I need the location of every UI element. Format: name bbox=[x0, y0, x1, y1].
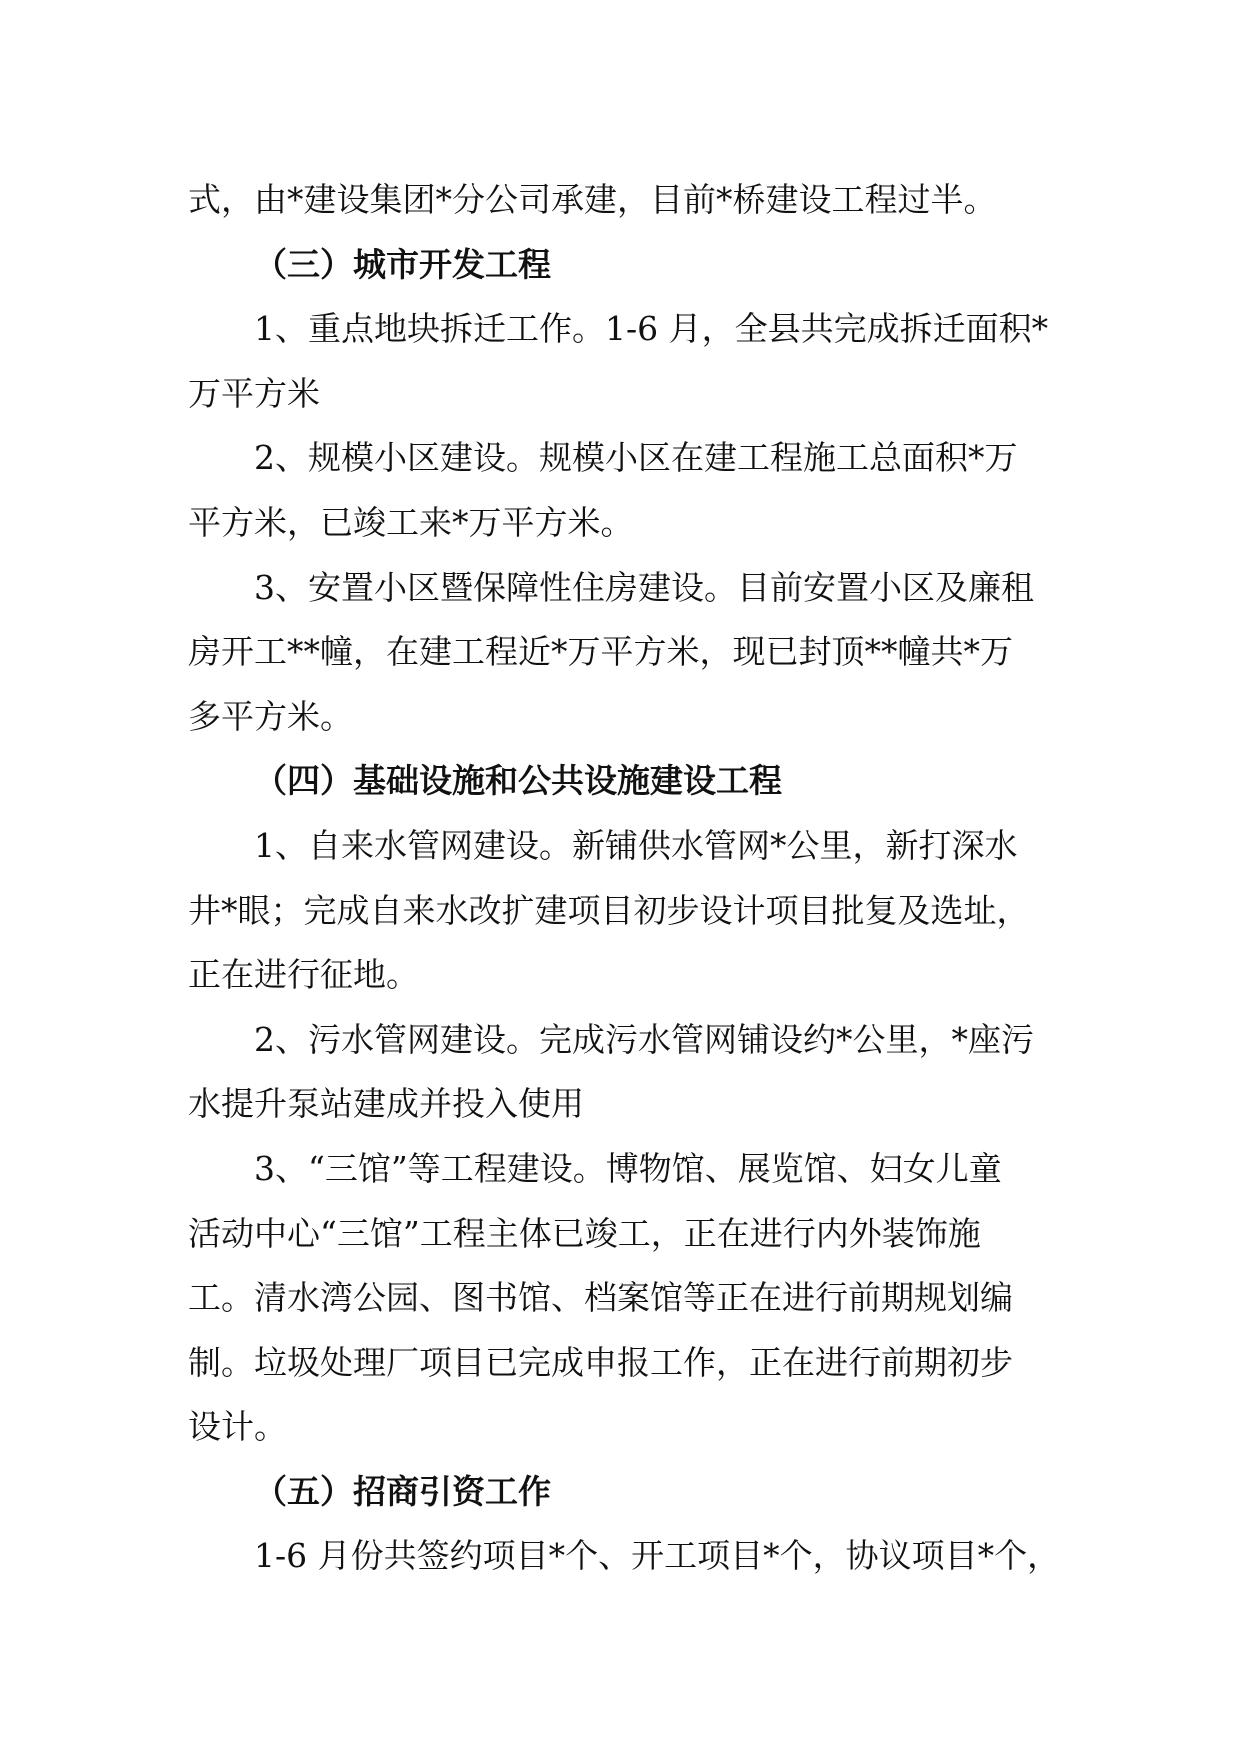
section-heading: （三）城市开发工程 bbox=[254, 244, 551, 284]
section-heading: （五）招商引资工作 bbox=[254, 1471, 551, 1511]
document-page bbox=[188, 168, 1068, 1589]
body-line: 设计。 bbox=[188, 1407, 287, 1447]
paragraph-first-line: 2、规模小区建设。规模小区在建工程施工总面积*万 bbox=[254, 438, 1018, 478]
paragraph-first-line: 1-6 月份共签约项目*个、开工项目*个，协议项目*个， bbox=[254, 1536, 1061, 1576]
body-line: 工。清水湾公园、图书馆、档案馆等正在进行前期规划编 bbox=[188, 1278, 1013, 1318]
paragraph-first-line: 3、“三馆”等工程建设。博物馆、展览馆、妇女儿童 bbox=[254, 1148, 1002, 1188]
body-line: 平方米，已竣工来*万平方米。 bbox=[188, 502, 634, 542]
section-heading: （四）基础设施和公共设施建设工程 bbox=[254, 761, 782, 801]
paragraph-first-line: 3、安置小区暨保障性住房建设。目前安置小区及廉租 bbox=[254, 567, 1034, 607]
body-line: 井*眼；完成自来水改扩建项目初步设计项目批复及选址， bbox=[188, 890, 1030, 930]
paragraph-first-line: 1、自来水管网建设。新铺供水管网*公里，新打深水 bbox=[254, 825, 1018, 865]
body-line: 制。垃圾处理厂项目已完成申报工作，正在进行前期初步 bbox=[188, 1342, 1013, 1382]
body-line: 式，由*建设集团*分公司承建，目前*桥建设工程过半。 bbox=[188, 180, 997, 219]
body-line: 活动中心“三馆”工程主体已竣工，正在进行内外装饰施 bbox=[188, 1213, 981, 1253]
body-line: 多平方米。 bbox=[188, 696, 353, 736]
body-line: 水提升泵站建成并投入使用 bbox=[188, 1084, 584, 1124]
paragraph-first-line: 2、污水管网建设。完成污水管网铺设约*公里，*座污 bbox=[254, 1019, 1034, 1059]
body-line: 万平方米 bbox=[188, 373, 320, 413]
body-line: 房开工**幢，在建工程近*万平方米，现已封顶**幢共*万 bbox=[188, 632, 1013, 672]
body-line: 正在进行征地。 bbox=[188, 955, 419, 995]
paragraph-first-line: 1、重点地块拆迁工作。1-6 月，全县共完成拆迁面积* bbox=[254, 309, 1049, 349]
